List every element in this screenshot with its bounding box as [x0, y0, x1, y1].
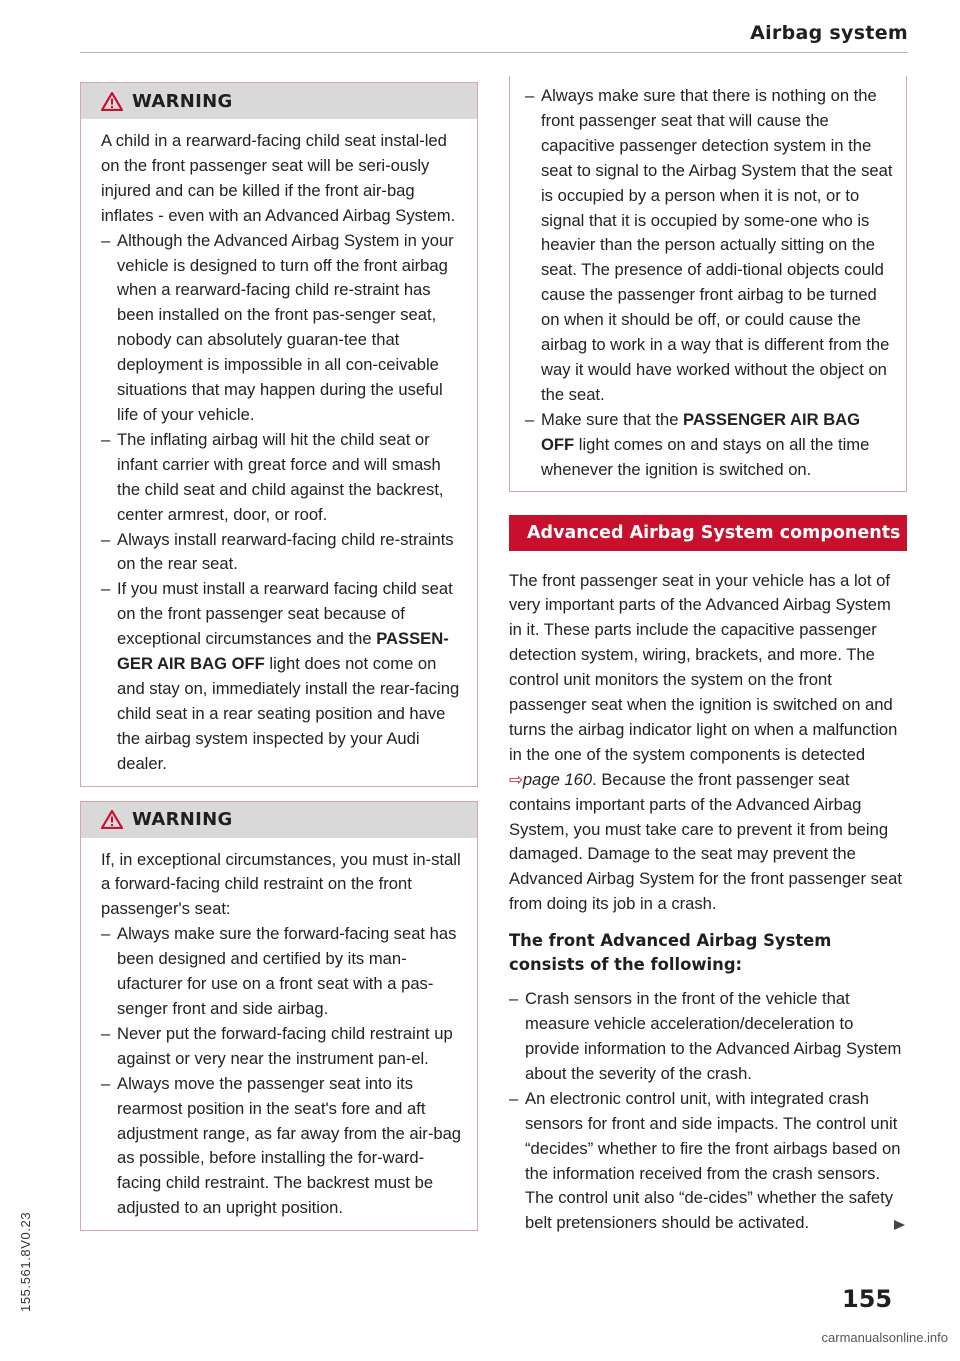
bullet-dash: – — [101, 924, 111, 944]
warning-label: WARNING — [132, 90, 233, 112]
list-item — [101, 922, 463, 1022]
list-item — [101, 528, 463, 578]
list-item-text: Never put the forward-facing child restraint up against or very near the instrument pan-el. — [117, 1023, 453, 1068]
page-header-title: Airbag system — [750, 22, 908, 44]
list-item-text: Always install rearward-facing child re-straints on the rear seat. — [117, 529, 454, 574]
list-item-text: Always make sure the forward-facing seat has been designed and certified by its man-ufacturer for use on a front seat with a pas-senger front and side airbag. — [117, 924, 457, 1018]
warning-intro: A child in a rearward-facing child seat instal-led on the front passenger seat will be seri-ously injured and can be killed if the front air-bag inflates - even with an Advanced Airbag System. — [101, 131, 456, 225]
list-item — [509, 1087, 907, 1236]
warning-header-1 — [81, 83, 477, 119]
list-item — [509, 987, 907, 1087]
list-item-text: Always make sure that there is nothing on the front passenger seat that will cause the capacitive passenger detection system in the seat to signal to the Airbag System that the seat is occupied by a person when it is not, or to signal that it is occupied by some-one who is heavier than the person actually sitting on the seat. The presence of addi-tional objects could cause the passenger front airbag to be turned on when it should be off, or could cause the airbag to work in a way that is different from the way it would have worked without the object on the seat. — [541, 86, 893, 404]
continue-arrow-icon — [893, 1219, 907, 1231]
subheading: The front Advanced Airbag System consists of the following: — [509, 931, 832, 975]
bullet-dash: – — [101, 1073, 111, 1093]
section-body-end: . Because the front passenger seat contains important parts of the Advanced Airbag System, you must take care to prevent it from being damaged. Damage to the seat may prevent the Advanced Airbag System for the front passenger seat from doing its job in a crash. — [509, 769, 902, 914]
bullet-dash: – — [509, 989, 519, 1009]
warning-triangle-icon — [101, 810, 123, 829]
warning-label: WARNING — [132, 809, 233, 831]
list-item-text — [525, 1087, 907, 1236]
list-item-text-end: light does not come on and stay on, immediately install the rear-facing child seat in a rear seating position and have the airbag system inspected by your Audi dealer. — [117, 654, 460, 773]
page-number: 155 — [842, 1285, 893, 1313]
list-item-text — [541, 408, 894, 483]
list-item-text-end: light comes on and stays on all the time whenever the ignition is switched on. — [541, 434, 870, 479]
list-item-text: Although the Advanced Airbag System in your vehicle is designed to turn off the front airbag when a rearward-facing child re-straint has been installed on the front pas-senger seat, nobody can absolutely guaran-tee that deployment is impossible in all con-ceivable situations that may happen during the useful life of your vehicle. — [117, 230, 454, 424]
document-code: 155.561.8V0.23 — [18, 1211, 33, 1312]
page-ref-arrow-icon: ⇨ — [509, 769, 523, 789]
list-item-text-start: Make sure that the — [541, 409, 684, 429]
list-item-text-content: An electronic control unit, with integrated crash sensors for front and side impacts. The control unit “decides” whether to fire the front airbags based on the information received from the crash sensors. The control unit also “de-cides” whether the safety belt pretensioners should be activated. — [525, 1088, 901, 1233]
list-item — [101, 428, 463, 528]
warning-header-2 — [81, 802, 477, 838]
warning-body-1 — [81, 119, 477, 786]
list-item — [525, 84, 894, 408]
bullet-dash: – — [101, 579, 111, 599]
warning-body-2 — [81, 838, 477, 1231]
list-item-text — [117, 577, 463, 776]
list-item — [101, 1072, 463, 1221]
page-reference-link[interactable]: page 160 — [522, 769, 593, 789]
section-heading: Advanced Airbag System components — [509, 515, 907, 551]
section-body-start: The front passenger seat in your vehicle has a lot of very important parts of the Advanced Airbag System in it. These parts include the capacitive passenger detection system, wiring, brackets, and more. The control unit monitors the system on the front passenger seat when the ignition is switched on and turns the airbag indicator light on when a malfunction in the one of the system components is detected — [509, 570, 898, 764]
section-body — [509, 569, 907, 918]
list-item — [101, 1022, 463, 1072]
left-column — [80, 82, 478, 1245]
watermark: carmanualsonline.info — [821, 1330, 948, 1345]
warning-box-2 — [80, 801, 478, 1232]
list-item-text: Always move the passenger seat into its rearmost position in the seat's fore and aft adjustment range, as far away from the air-bag as possible, before installing the for-ward-facing child restraint. The backrest must be adjusted to an upright position. — [117, 1073, 462, 1218]
indicator-light-name: PASSEN-GER AIR BAG OFF — [117, 629, 449, 674]
list-item-text: The inflating airbag will hit the child seat or infant carrier with great force and will smash the child seat and child against the backrest, center armrest, door, or roof. — [117, 429, 444, 524]
header-divider — [80, 52, 908, 53]
bullet-dash: – — [101, 429, 111, 449]
warning-triangle-icon — [101, 92, 123, 111]
bullet-dash: – — [525, 409, 535, 429]
list-item — [101, 229, 463, 428]
bullet-dash: – — [101, 1023, 111, 1043]
list-item-text-start: If you must install a rearward facing child seat on the front passenger seat because of exceptional circumstances and the — [117, 579, 453, 649]
right-column — [509, 82, 907, 1236]
bullet-dash: – — [525, 86, 535, 105]
list-item — [525, 408, 894, 483]
indicator-light-name: PASSENGER AIR BAG OFF — [541, 409, 861, 454]
bullet-dash: – — [101, 230, 111, 250]
warning-box-1 — [80, 82, 478, 787]
warning-continuation-box — [509, 76, 907, 492]
warning-intro: If, in exceptional circumstances, you must in-stall a forward-facing child restraint on the front passenger's seat: — [101, 849, 461, 919]
list-item — [101, 577, 463, 776]
list-item-text: Crash sensors in the front of the vehicle that measure vehicle acceleration/deceleration to provide information to the Advanced Airbag System about the severity of the crash. — [525, 989, 902, 1083]
bullet-dash: – — [101, 529, 111, 549]
bullet-dash: – — [509, 1088, 519, 1108]
